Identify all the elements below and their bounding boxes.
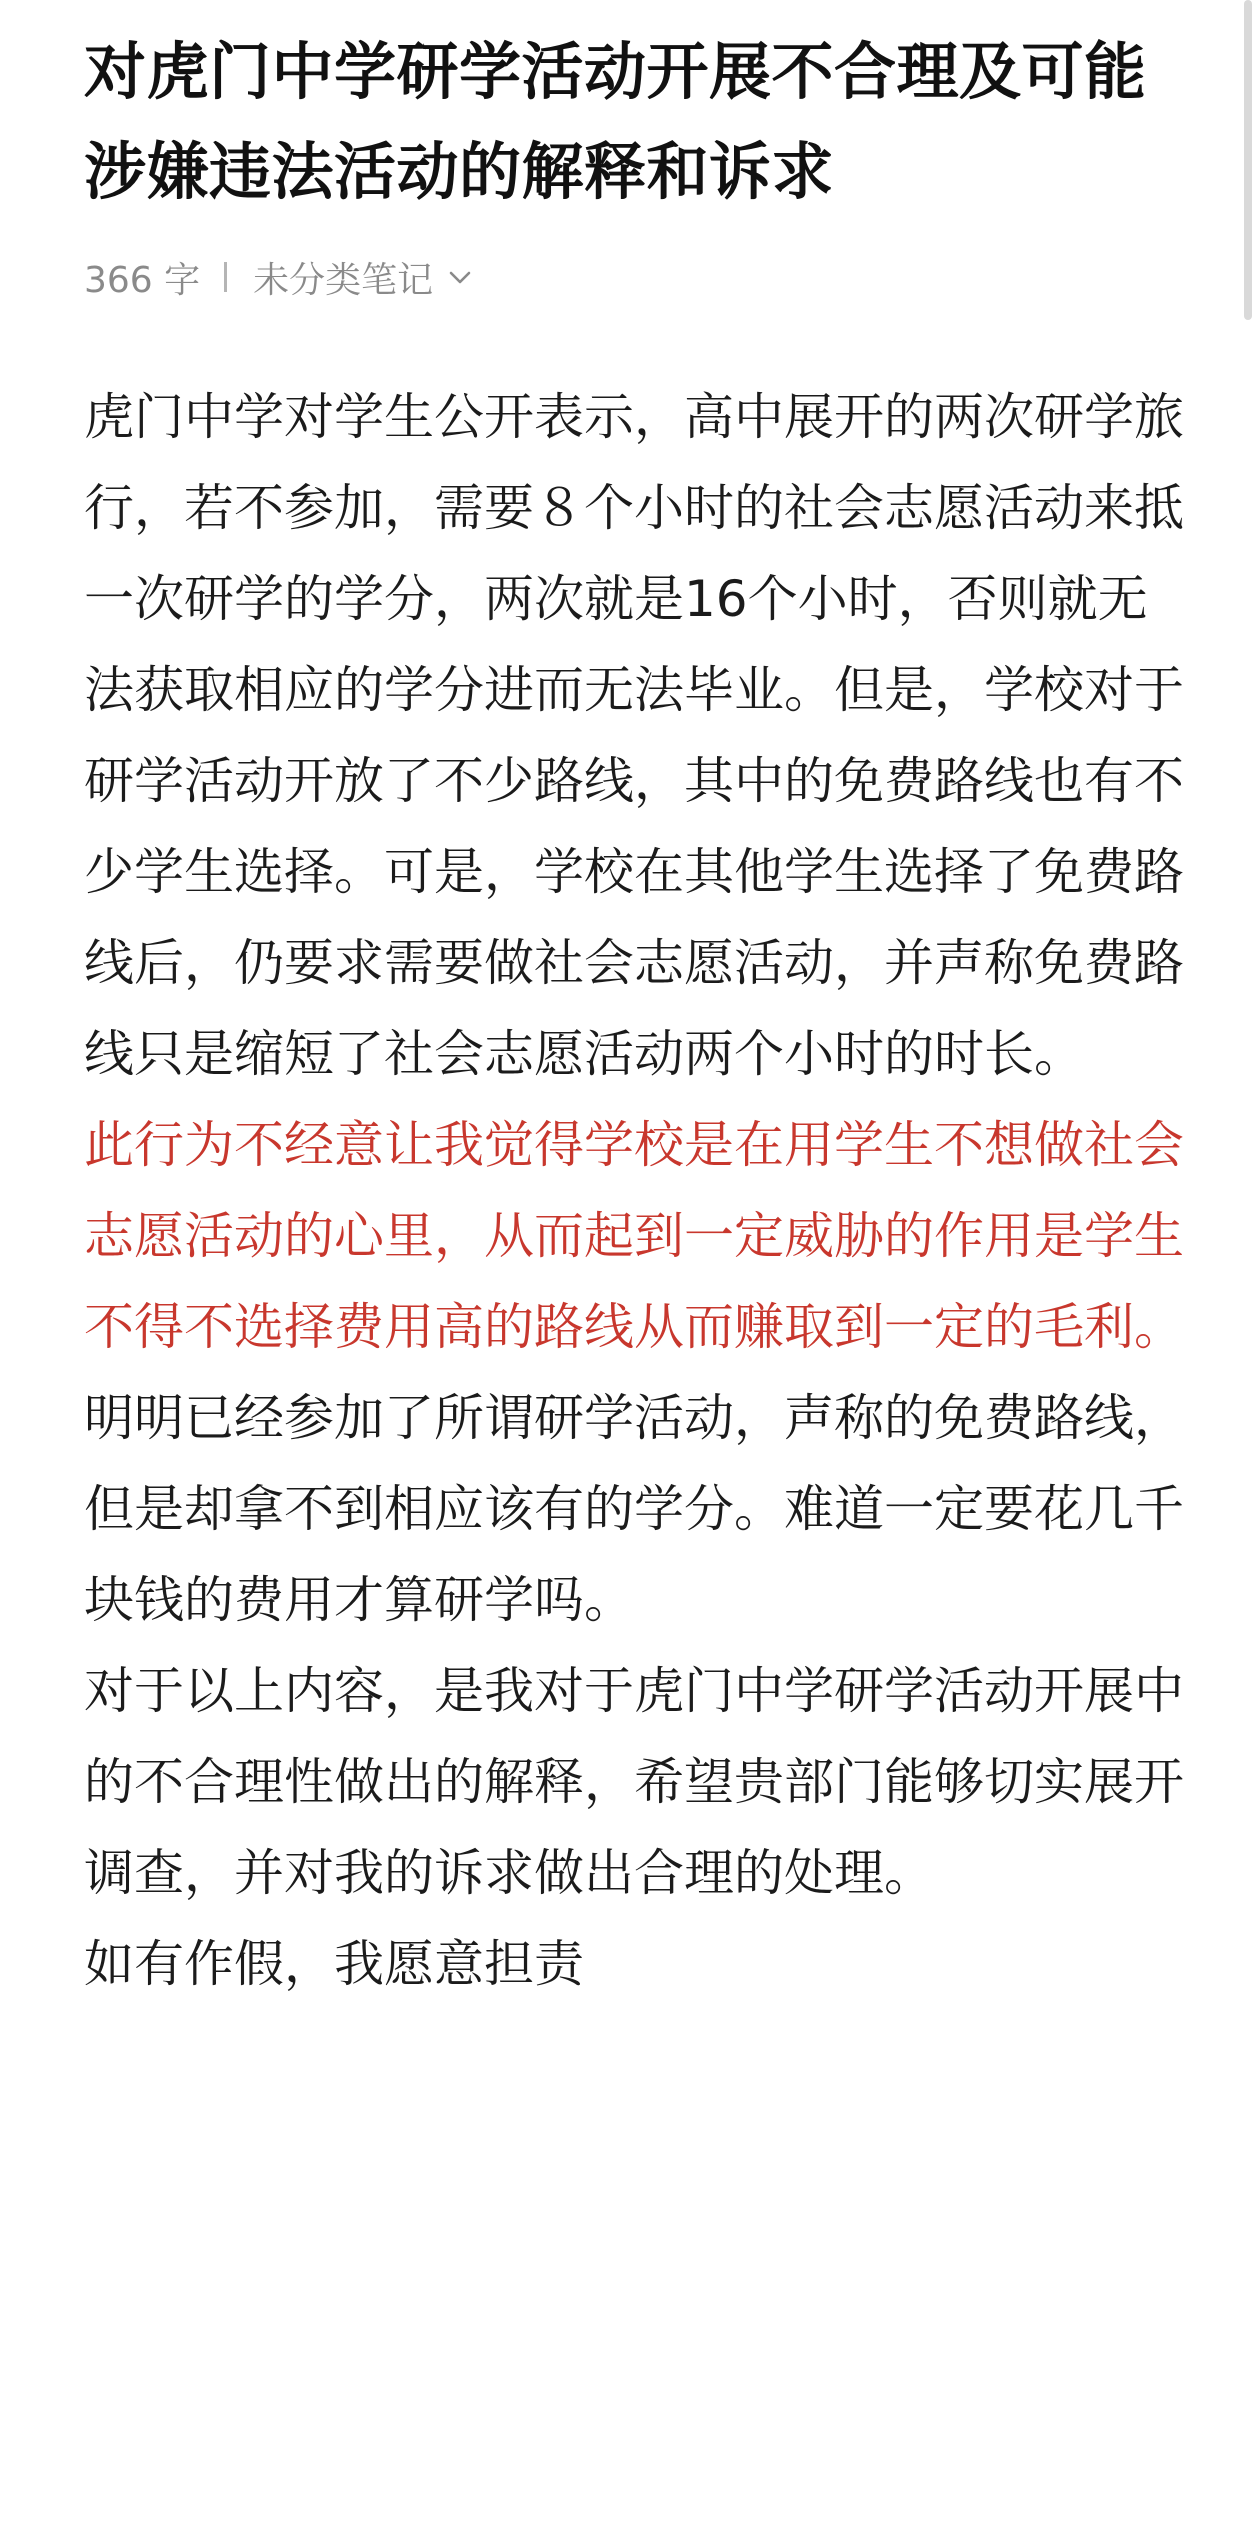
chevron-down-icon <box>447 264 473 290</box>
note-content <box>84 22 1194 2010</box>
paragraph-3: 明明已经参加了所谓研学活动，声称的免费路线，但是却拿不到相应该有的学分。难道一定要花几千块钱的费用才算研学吗。 <box>84 1389 1184 1629</box>
note-body[interactable] <box>84 372 1194 2010</box>
note-meta <box>84 250 1194 304</box>
meta-divider <box>224 262 227 292</box>
scrollbar[interactable] <box>1244 0 1252 320</box>
paragraph-4: 对于以上内容，是我对于虎门中学研学活动开展中的不合理性做出的解释，希望贵部门能够切实展开调查，并对我的诉求做出合理的处理。 <box>84 1662 1184 1902</box>
word-count: 366 字 <box>84 259 201 301</box>
note-title[interactable]: 对虎门中学研学活动开展不合理及可能涉嫌违法活动的解释和诉求 <box>84 35 1147 208</box>
paragraph-2-highlighted: 此行为不经意让我觉得学校是在用学生不想做社会志愿活动的心里，从而起到一定威胁的作用是学生不得不选择费用高的路线从而赚取到一定的毛利。 <box>84 1116 1184 1356</box>
paragraph-5: 如有作假，我愿意担责 <box>84 1935 584 1993</box>
category-label: 未分类笔记 <box>253 259 434 301</box>
category-selector[interactable] <box>253 252 473 303</box>
paragraph-1: 虎门中学对学生公开表示，高中展开的两次研学旅行，若不参加，需要８个小时的社会志愿活动来抵一次研学的学分，两次就是16个小时，否则就无法获取相应的学分进而无法毕业。但是，学校对于研学活动开放了不少路线，其中的免费路线也有不少学生选择。可是，学校在其他学生选择了免费路线后，仍要求需要做社会志愿活动，并声称免费路线只是缩短了社会志愿活动两个小时的时长。 <box>84 388 1184 1083</box>
